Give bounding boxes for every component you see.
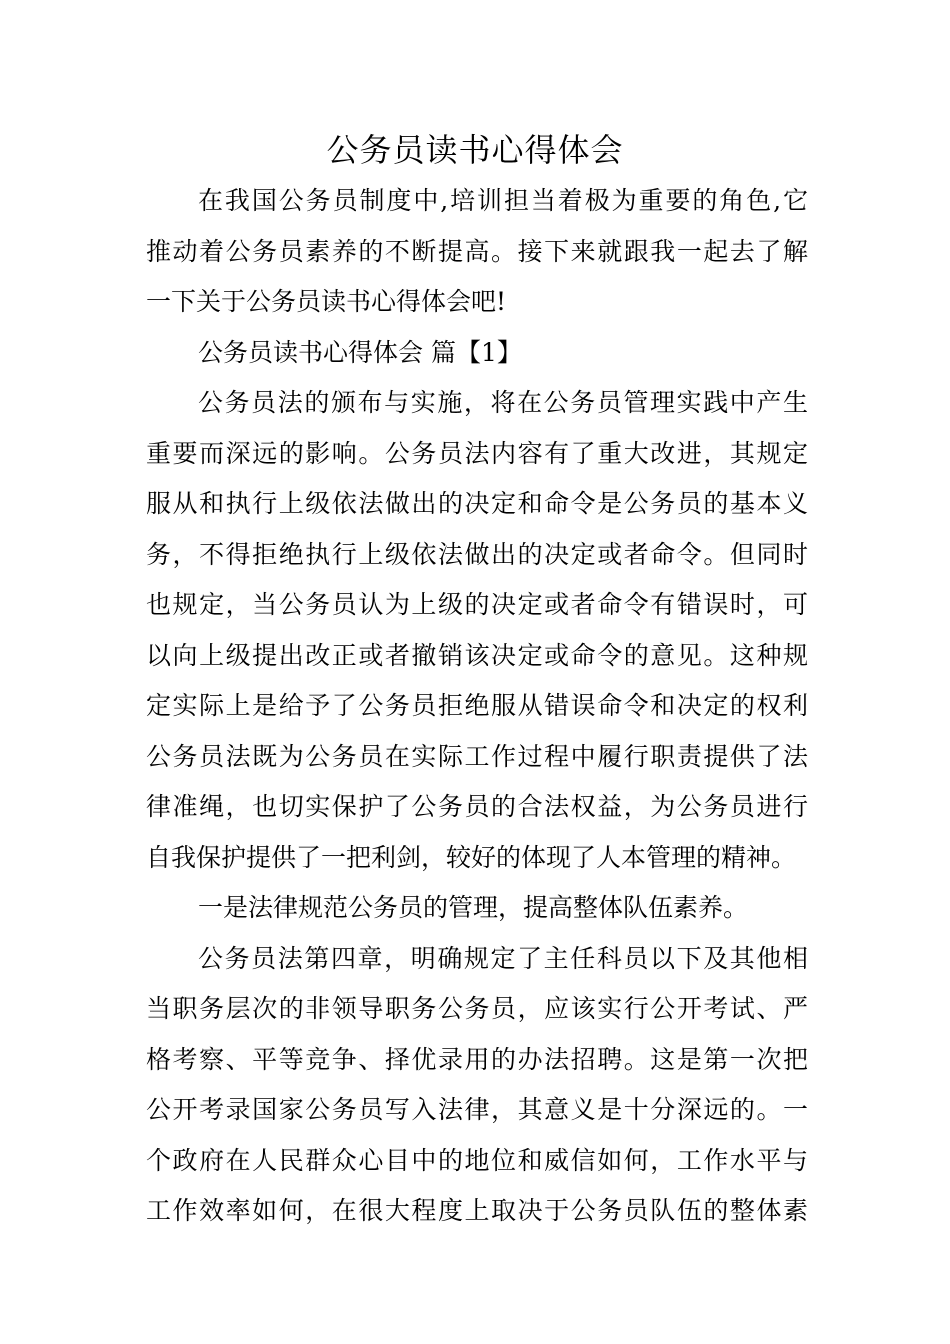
text-line: 公务员法的颁布与实施，将在公务员管理实践中产生 [198, 388, 808, 417]
text-line: 公务员读书心得体会 篇【1】 [198, 337, 522, 367]
text-line: 务，不得拒绝执行上级依法做出的决定或者命令。但同时 [146, 539, 808, 569]
text-line: 推动着公务员素养的不断提高。接下来就跟我一起去了解 [146, 236, 808, 266]
text-line: 服从和执行上级依法做出的决定和命令是公务员的基本义 [146, 489, 808, 518]
text-line: 自我保护提供了一把利剑，较好的体现了人本管理的精神。 [146, 842, 797, 872]
text-line: 公务员法既为公务员在实际工作过程中履行职责提供了法 [146, 741, 808, 771]
text-line: 重要而深远的影响。公务员法内容有了重大改进，其规定 [146, 438, 808, 468]
text-line: 个政府在人民群众心目中的地位和威信如何，工作水平与 [146, 1145, 808, 1175]
text-line: 律准绳，也切实保护了公务员的合法权益，为公务员进行 [146, 792, 808, 821]
text-line: 一是法律规范公务员的管理，提高整体队伍素养。 [198, 893, 749, 922]
text-line: 工作效率如何，在很大程度上取决于公务员队伍的整体素 [146, 1196, 808, 1225]
text-line: 在我国公务员制度中,培训担当着极为重要的角色,它 [198, 186, 808, 215]
text-line: 以向上级提出改正或者撤销该决定或命令的意见。这种规 [146, 640, 808, 670]
document-title: 公务员读书心得体会 [326, 131, 624, 169]
text-line: 当职务层次的非领导职务公务员，应该实行公开考试、严 [146, 994, 808, 1023]
text-line: 一下关于公务员读书心得体会吧! [146, 287, 507, 316]
text-line: 格考察、平等竞争、择优录用的办法招聘。这是第一次把 [146, 1044, 808, 1074]
text-line: 也规定，当公务员认为上级的决定或者命令有错误时，可 [146, 590, 808, 619]
text-line: 公务员法第四章，明确规定了主任科员以下及其他相 [198, 943, 808, 973]
text-line: 定实际上是给予了公务员拒绝服从错误命令和决定的权利 [146, 691, 808, 720]
document-body [146, 176, 808, 1237]
text-line: 公开考录国家公务员写入法律，其意义是十分深远的。一 [146, 1095, 808, 1124]
